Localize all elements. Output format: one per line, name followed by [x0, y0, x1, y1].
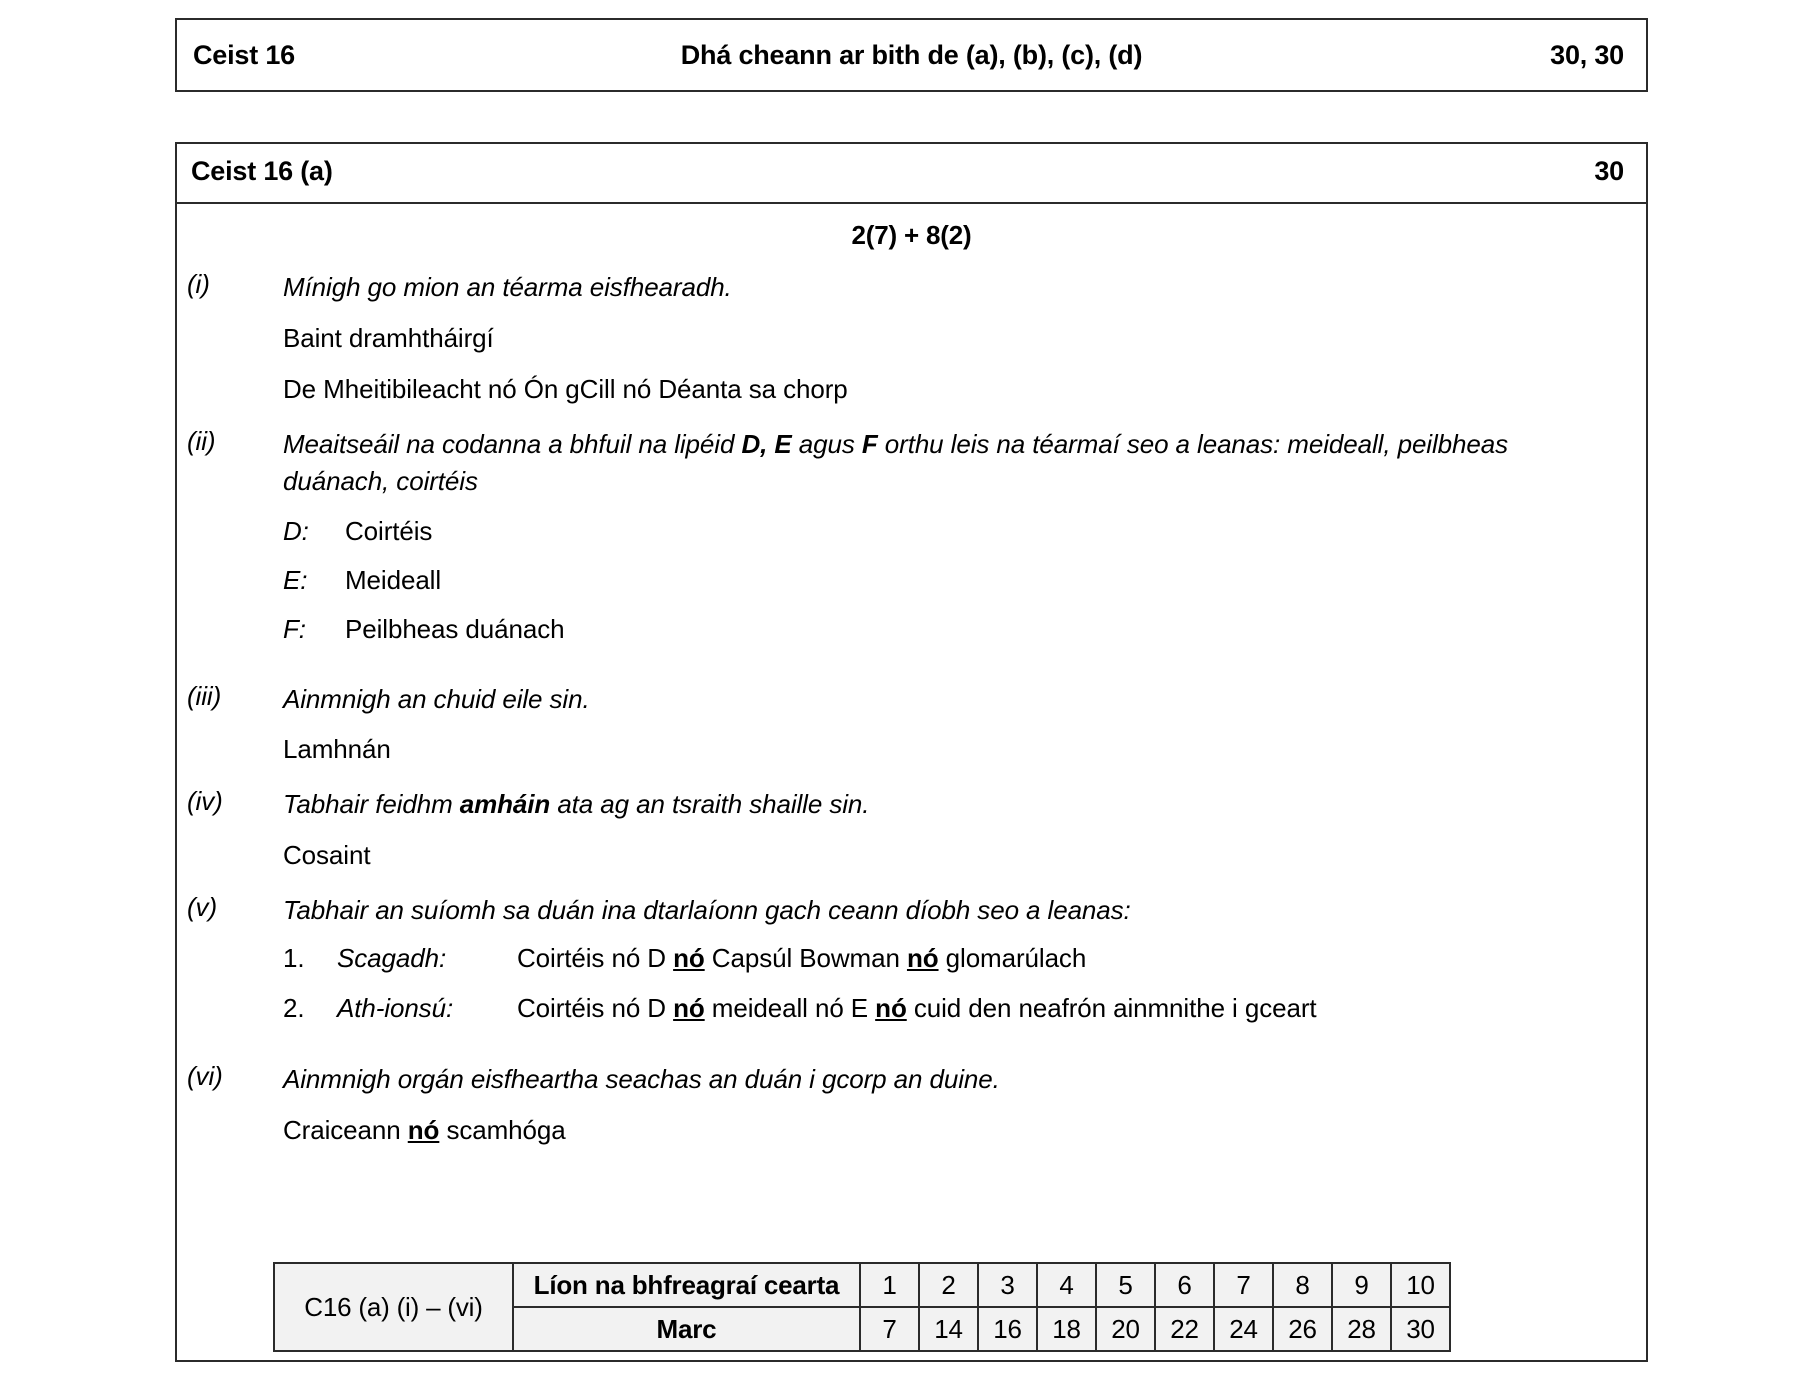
q-part-1: Tabhair feidhm — [283, 789, 460, 820]
or-connector-2: nó — [875, 993, 907, 1024]
mark-cell: 24 — [1214, 1307, 1273, 1351]
value-part-1: Coirtéis nó D — [517, 943, 674, 974]
marks-table-row-label: C16 (a) (i) – (vi) — [274, 1263, 513, 1351]
item-vi-answer-1 — [283, 1112, 1646, 1149]
item-i-answer-1: Baint dramhtháirgí — [283, 322, 494, 353]
count-cell: 3 — [978, 1263, 1037, 1307]
item-question: Ainmnigh orgán eisfheartha seachas an duán i gcorp an duine. — [283, 1064, 1000, 1095]
sub-answer-term: Scagadh: — [337, 943, 447, 974]
item-number: (ii) — [187, 425, 216, 456]
answer-item-ii — [177, 426, 1646, 500]
question-number-label: Ceist 16 — [193, 39, 295, 70]
mark-cell: 18 — [1037, 1307, 1096, 1351]
value-part-1: Coirtéis nó D — [517, 993, 674, 1024]
sub-answer-list — [283, 943, 1646, 1043]
item-number: (iii) — [187, 680, 222, 711]
item-number: (i) — [187, 269, 210, 299]
definition-label: E: — [283, 564, 308, 595]
count-cell: 4 — [1037, 1263, 1096, 1307]
definition-label: F: — [283, 613, 306, 644]
definition-label: D: — [283, 515, 309, 546]
or-connector-2: nó — [906, 943, 939, 974]
answer-item-vi — [177, 1061, 1646, 1098]
answer-part-2: scamhóga — [439, 1114, 566, 1145]
count-cell: 10 — [1391, 1263, 1450, 1307]
question-total-marks: 30, 30 — [1550, 39, 1624, 70]
sub-answer-value — [517, 943, 1086, 974]
value-part-3: glomarúlach — [938, 943, 1087, 974]
definition-value: Meideall — [345, 564, 442, 595]
marking-scheme-formula: 2(7) + 8(2) — [851, 220, 972, 250]
subquestion-label: Ceist 16 (a) — [191, 156, 333, 186]
value-part-2: meideall nó E — [704, 993, 876, 1024]
mark-cell: 30 — [1391, 1307, 1450, 1351]
label-de: D, E — [741, 428, 792, 459]
count-cell: 1 — [860, 1263, 919, 1307]
sub-answer-row-1 — [283, 943, 1646, 993]
sub-answer-number: 1. — [283, 943, 305, 974]
definition-list — [283, 516, 1646, 663]
or-connector-1: nó — [673, 993, 705, 1024]
answer-item-i — [177, 269, 1646, 306]
mark-cell: 22 — [1155, 1307, 1214, 1351]
marks-table-correct-answers-label: Líon na bhfreagraí cearta — [513, 1263, 860, 1307]
value-part-3: cuid den neafrón ainmnithe i gceart — [906, 993, 1317, 1024]
marks-table-marc-label: Marc — [513, 1307, 860, 1351]
mark-cell: 14 — [919, 1307, 978, 1351]
subquestion-header-row — [177, 144, 1646, 204]
mark-cell: 20 — [1096, 1307, 1155, 1351]
marks-table-wrapper — [273, 1262, 1451, 1352]
count-cell: 7 — [1214, 1263, 1273, 1307]
item-question — [283, 426, 1573, 500]
or-connector: nó — [407, 1114, 440, 1145]
item-iii-answer-1: Lamhnán — [283, 734, 391, 765]
label-f: F — [861, 428, 878, 459]
definition-row-f — [283, 614, 1646, 663]
item-i-answer-2: De Mheitibileacht nó Ón gCill nó Déanta sa chorp — [283, 373, 848, 404]
mark-cell: 28 — [1332, 1307, 1391, 1351]
emphasis-amhain: amháin — [459, 789, 551, 820]
answer-item-iii — [177, 681, 1646, 718]
definition-row-d — [283, 516, 1646, 565]
or-connector-1: nó — [673, 943, 705, 974]
table-row — [274, 1263, 1450, 1307]
question-title: Dhá cheann ar bith de (a), (b), (c), (d) — [680, 39, 1143, 70]
answer-part-1: Craiceann — [283, 1114, 408, 1145]
item-iv-answer-1: Cosaint — [283, 840, 371, 871]
q-part-3: orthu leis na téarmaí seo a leanas: meideall, peilbheas duánach, coirtéis — [283, 428, 1508, 496]
count-cell: 5 — [1096, 1263, 1155, 1307]
marks-table — [273, 1262, 1451, 1352]
sub-answer-term: Ath-ionsú: — [337, 993, 454, 1024]
sub-answer-number: 2. — [283, 993, 305, 1024]
q-part-2: agus — [791, 428, 862, 459]
definition-value: Coirtéis — [345, 515, 433, 546]
subquestion-marks: 30 — [1594, 156, 1624, 186]
answer-body — [177, 220, 1646, 1149]
mark-cell: 26 — [1273, 1307, 1332, 1351]
item-number: (v) — [187, 892, 218, 923]
value-part-2: Capsúl Bowman — [704, 943, 907, 974]
question-header-box — [175, 18, 1648, 92]
count-cell: 2 — [919, 1263, 978, 1307]
q-part-1: Meaitseáil na codanna a bhfuil na lipéid — [283, 428, 742, 459]
mark-cell: 16 — [978, 1307, 1037, 1351]
item-number: (iv) — [187, 786, 223, 817]
item-question — [283, 786, 1573, 823]
item-question: Tabhair an suíomh sa duán ina dtarlaíonn gach ceann díobh seo a leanas: — [283, 895, 1131, 926]
answer-item-iv — [177, 786, 1646, 823]
sub-answer-row-2 — [283, 993, 1646, 1043]
mark-cell: 7 — [860, 1307, 919, 1351]
answer-item-v — [177, 892, 1646, 929]
item-question: Ainmnigh an chuid eile sin. — [283, 683, 590, 714]
definition-value: Peilbheas duánach — [345, 613, 565, 644]
item-number: (vi) — [187, 1061, 223, 1092]
sub-answer-value — [517, 993, 1317, 1024]
item-question: Mínigh go mion an téarma eisfhearadh. — [283, 272, 732, 302]
count-cell: 8 — [1273, 1263, 1332, 1307]
count-cell: 6 — [1155, 1263, 1214, 1307]
answer-box — [175, 142, 1648, 1362]
q-part-2: ata ag an tsraith shaille sin. — [550, 789, 870, 820]
count-cell: 9 — [1332, 1263, 1391, 1307]
definition-row-e — [283, 565, 1646, 614]
